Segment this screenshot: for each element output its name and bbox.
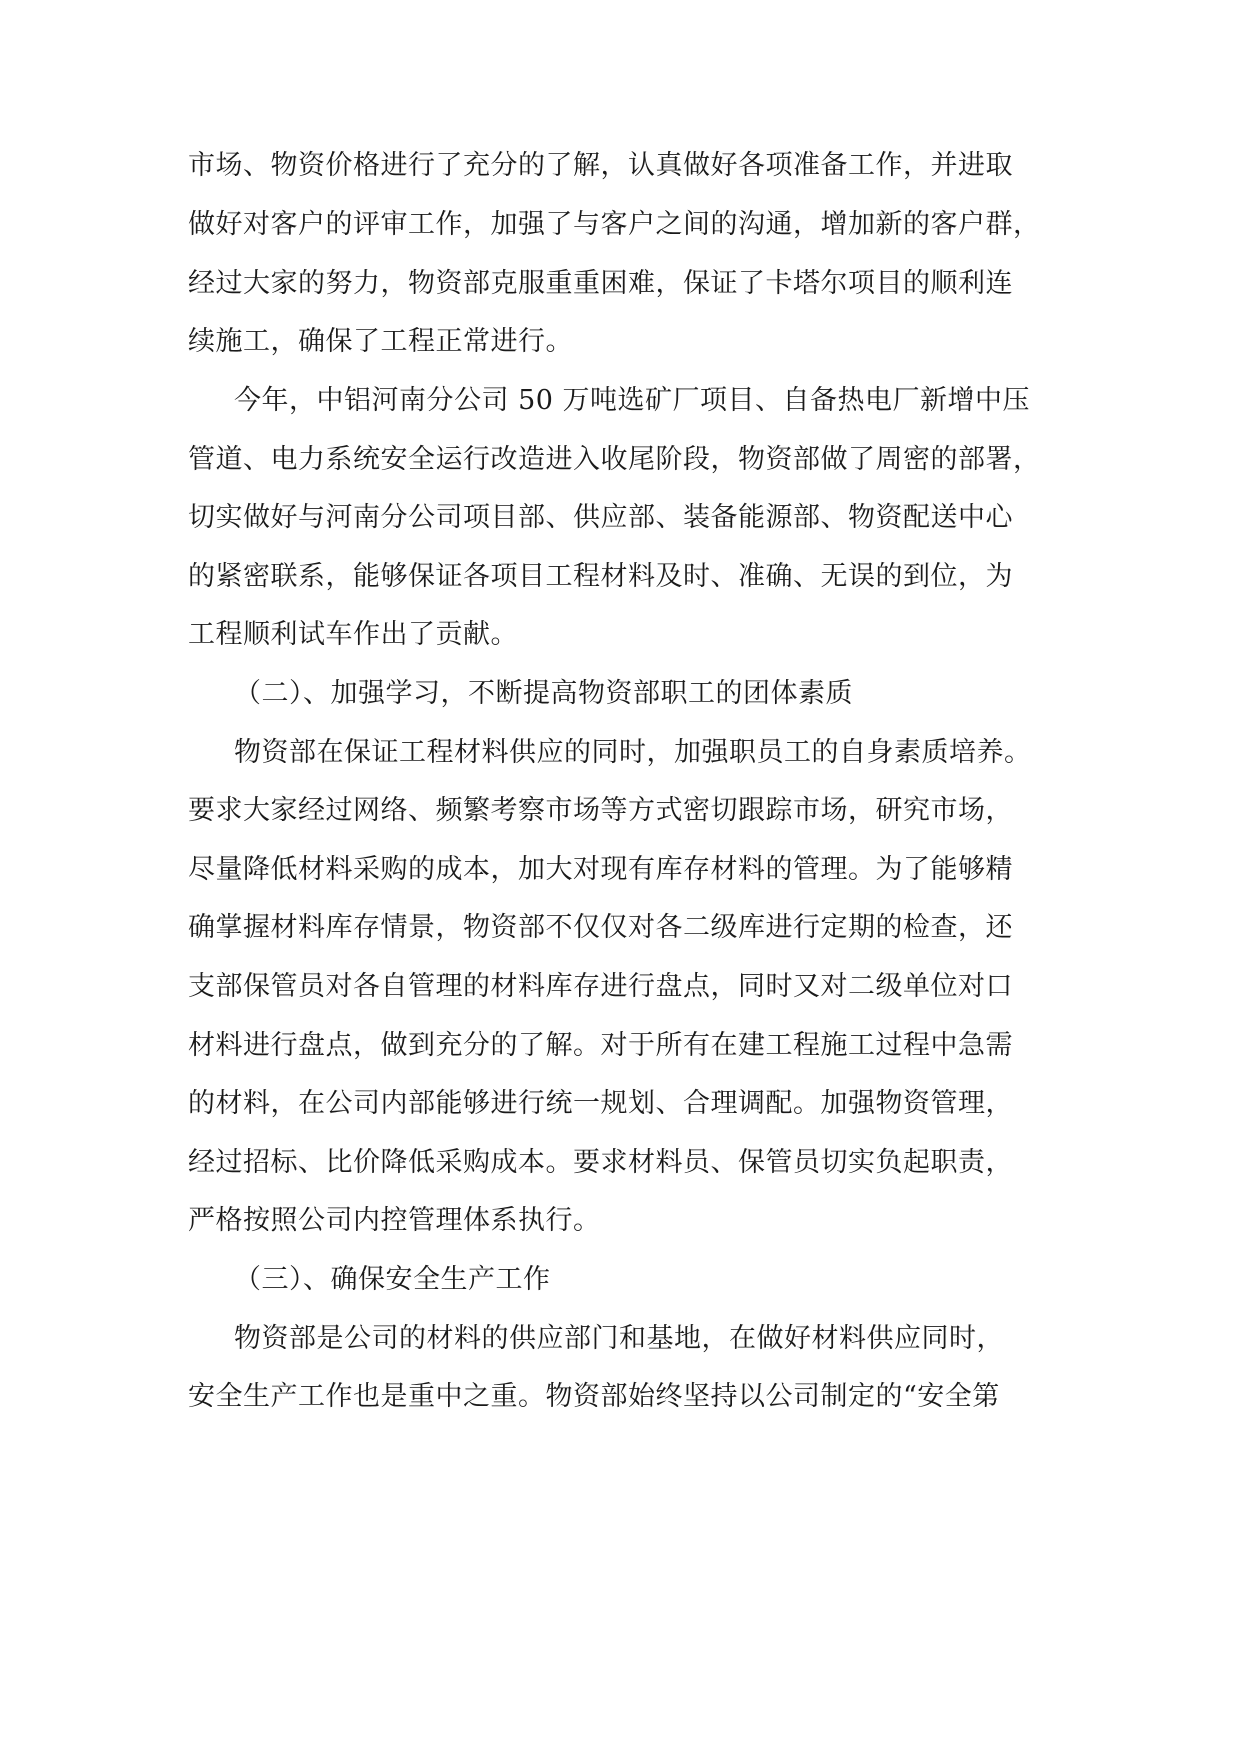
paragraph-start-line: 物资部是公司的材料的供应部门和基地，在做好材料供应同时， (234, 1323, 1004, 1354)
section-heading: （三）、确保安全生产工作 (234, 1264, 551, 1295)
text-line: 经过大家的努力，物资部克服重重困难，保证了卡塔尔项目的顺利连 (188, 268, 1013, 299)
text-line: 严格按照公司内控管理体系执行。 (188, 1205, 601, 1236)
text-line: 经过招标、比价降低采购成本。要求材料员、保管员切实负起职责， (188, 1147, 1013, 1178)
paragraph-start-line: 今年，中铝河南分公司 50 万吨选矿厂项目、自备热电厂新增中压 (234, 385, 1031, 416)
text-line: 支部保管员对各自管理的材料库存进行盘点，同时又对二级单位对口 (188, 971, 1013, 1002)
text-line: 市场、物资价格进行了充分的了解，认真做好各项准备工作，并进取 (188, 150, 1013, 181)
text-line: 确掌握材料库存情景，物资部不仅仅对各二级库进行定期的检查，还 (188, 912, 1013, 943)
text-line: 的紧密联系，能够保证各项目工程材料及时、准确、无误的到位，为 (188, 561, 1013, 592)
text-line: 管道、电力系统安全运行改造进入收尾阶段，物资部做了周密的部署， (188, 444, 1041, 475)
text-line: 安全生产工作也是重中之重。物资部始终坚持以公司制定的“安全第 (188, 1381, 1000, 1412)
text-line: 切实做好与河南分公司项目部、供应部、装备能源部、物资配送中心 (188, 502, 1013, 533)
text-line: 工程顺利试车作出了贡献。 (188, 619, 518, 650)
text-line: 做好对客户的评审工作，加强了与客户之间的沟通，增加新的客户群， (188, 209, 1041, 240)
section-heading: （二）、加强学习，不断提高物资部职工的团体素质 (234, 678, 853, 709)
text-line: 材料进行盘点，做到充分的了解。对于所有在建工程施工过程中急需 (188, 1030, 1013, 1061)
text-line: 的材料，在公司内部能够进行统一规划、合理调配。加强物资管理， (188, 1088, 1013, 1119)
text-line: 续施工，确保了工程正常进行。 (188, 326, 573, 357)
text-line: 尽量降低材料采购的成本，加大对现有库存材料的管理。为了能够精 (188, 854, 1013, 885)
text-line: 要求大家经过网络、频繁考察市场等方式密切跟踪市场，研究市场， (188, 795, 1013, 826)
paragraph-start-line: 物资部在保证工程材料供应的同时，加强职员工的自身素质培养。 (234, 737, 1032, 768)
